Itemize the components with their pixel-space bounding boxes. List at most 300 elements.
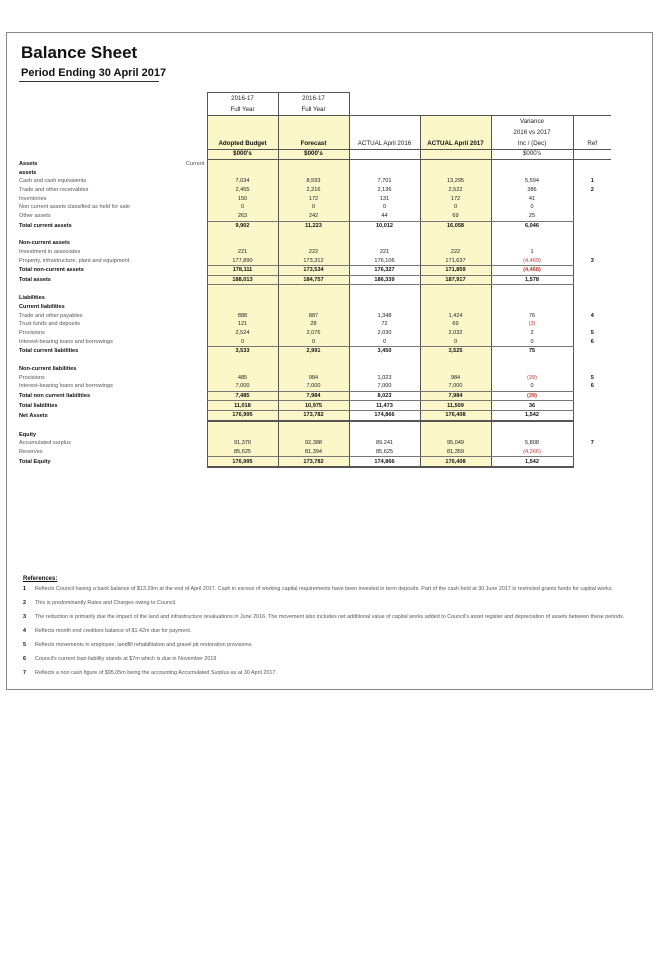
cell-budget (207, 285, 278, 294)
table-row (17, 311, 611, 320)
cell-actual-2016 (349, 239, 420, 248)
cell-forecast (278, 365, 349, 374)
cell-ref (573, 239, 611, 248)
table-row (17, 382, 611, 391)
cell-forecast (278, 356, 349, 365)
cell-variance: 5,594 (491, 177, 573, 186)
header-row-names (17, 138, 611, 150)
reference-text: Reflects month end creditors balance of $1.42m due for payment. (35, 628, 192, 634)
unit-forecast: $000's (278, 150, 349, 160)
cell-actual-2016: 186,339 (349, 275, 420, 285)
table-row (17, 177, 611, 186)
cell-forecast: 2,216 (278, 186, 349, 195)
cell-actual-2017: 3,525 (420, 347, 491, 356)
col-actual-2016: ACTUAL April 2016 (349, 138, 420, 150)
cell-variance: 1,542 (491, 410, 573, 420)
cell-variance: 5,808 (491, 439, 573, 448)
cell-budget: 121 (207, 320, 278, 329)
table-row (17, 212, 611, 221)
table-row (17, 275, 611, 285)
header-row-units (17, 150, 611, 160)
reference-text: The reduction is primarily due the impact of the land and infrastructure revaluations in June 2016. The movement also includes net additional value of capital works added to Council's asset register and depreciation of assets between these periods. (35, 614, 625, 620)
table-row (17, 337, 611, 346)
cell-variance: 0 (491, 382, 573, 391)
cell-ref (573, 320, 611, 329)
cell-actual-2017 (420, 356, 491, 365)
unit-budget: $000's (207, 150, 278, 160)
cell-forecast: 81,394 (278, 448, 349, 457)
reference-text: Reflects Council having a bank balance of $13.29m at the end of April 2017. Cash in excess of working capital requirements have been invested in term deposits. Part of the cash held at 30 June 2017 is restricted grants funds for capital works. (35, 586, 614, 592)
cell-forecast: 184,757 (278, 275, 349, 285)
cell-variance: (4,468) (491, 265, 573, 275)
cell-ref (573, 401, 611, 411)
row-label: Trade and other payables (19, 312, 83, 319)
cell-ref (573, 194, 611, 203)
table-row (17, 168, 611, 177)
cell-variance: 1,578 (491, 275, 573, 285)
table-row (17, 320, 611, 329)
cell-variance (491, 430, 573, 439)
row-label: Interest-bearing loans and borrowings (19, 339, 113, 346)
table-row (17, 248, 611, 257)
cell-forecast: 887 (278, 311, 349, 320)
table-row (17, 256, 611, 265)
cell-actual-2016: 1,348 (349, 311, 420, 320)
cell-ref (573, 221, 611, 230)
cell-ref (573, 294, 611, 303)
header-row-variance-2 (17, 127, 611, 138)
row-label: Non-current assets (19, 240, 70, 247)
cell-actual-2016 (349, 430, 420, 439)
table-row (17, 401, 611, 411)
row-label: Non current assets classified as held for sale (19, 204, 130, 211)
cell-forecast: 28 (278, 320, 349, 329)
header-row-years (17, 93, 611, 105)
row-label (17, 285, 207, 294)
cell-ref: 3 (590, 257, 594, 264)
cell-budget (207, 430, 278, 439)
cell-budget: 91,370 (207, 439, 278, 448)
cell-forecast: 11,223 (278, 221, 349, 230)
row-label: Assets Current (19, 160, 205, 167)
cell-forecast: 7,000 (278, 382, 349, 391)
cell-actual-2016: 44 (349, 212, 420, 221)
table-row (17, 365, 611, 374)
table-row (17, 421, 611, 431)
cell-actual-2017: 11,509 (420, 401, 491, 411)
row-label: Trade and other receivables (19, 187, 89, 194)
cell-actual-2016 (349, 159, 420, 168)
row-label: Other assets (19, 213, 51, 220)
cell-forecast (278, 303, 349, 312)
cell-forecast (278, 168, 349, 177)
title-underline (19, 81, 159, 82)
cell-actual-2016: 176,327 (349, 265, 420, 275)
cell-ref (573, 391, 611, 401)
cell-ref (573, 448, 611, 457)
budget-fullyear: Full Year (207, 104, 278, 116)
table-row (17, 221, 611, 230)
cell-forecast: 173,782 (278, 457, 349, 467)
cell-budget (207, 303, 278, 312)
cell-actual-2016 (349, 303, 420, 312)
cell-budget: 2,455 (207, 186, 278, 195)
cell-forecast: 8,593 (278, 177, 349, 186)
row-label: Provisions (19, 374, 45, 381)
cell-variance: (39) (491, 391, 573, 401)
cell-variance (491, 159, 573, 168)
cell-actual-2017 (420, 294, 491, 303)
cell-variance: 1,542 (491, 457, 573, 467)
reference-item (23, 613, 643, 622)
reference-item (23, 585, 643, 594)
table-row (17, 356, 611, 365)
cell-actual-2016: 7,000 (349, 382, 420, 391)
reference-text: Reflects movements in employee, landfill rehabilitation and gravel pit restoration provisions. (35, 642, 253, 648)
row-label: Total liabilities (19, 402, 58, 409)
references-list (23, 585, 643, 678)
cell-actual-2016: 85,625 (349, 448, 420, 457)
cell-forecast: 2,991 (278, 347, 349, 356)
row-label: Total Equity (19, 458, 51, 465)
cell-actual-2016 (349, 285, 420, 294)
cell-actual-2017: 222 (420, 248, 491, 257)
balance-sheet-table (17, 92, 611, 468)
table-row (17, 285, 611, 294)
cell-actual-2017: 171,637 (420, 256, 491, 265)
cell-budget: 2,524 (207, 329, 278, 338)
cell-forecast (278, 421, 349, 431)
col-adopted-budget: Adopted Budget (207, 138, 278, 150)
cell-actual-2017: 7,000 (420, 382, 491, 391)
table-row (17, 294, 611, 303)
cell-actual-2017: 2,522 (420, 186, 491, 195)
cell-actual-2016: 174,866 (349, 457, 420, 467)
reference-item (23, 641, 643, 650)
references-section (23, 576, 643, 683)
reference-number: 2 (23, 600, 26, 606)
row-label: Liabilities (19, 295, 45, 302)
cell-budget: 177,890 (207, 256, 278, 265)
cell-ref (573, 457, 611, 467)
cell-budget: 176,995 (207, 457, 278, 467)
cell-actual-2016: 8,023 (349, 391, 420, 401)
cell-actual-2017 (420, 421, 491, 431)
forecast-year: 2016-17 (278, 93, 349, 105)
reference-text: This is predominantly Rates and Charges owing to Council. (35, 600, 177, 606)
cell-ref (573, 356, 611, 365)
cell-actual-2017: 171,859 (420, 265, 491, 275)
cell-forecast: 173,534 (278, 265, 349, 275)
cell-ref (573, 303, 611, 312)
cell-ref: 2 (590, 187, 594, 194)
cell-ref (573, 248, 611, 257)
cell-variance: (4,469) (491, 256, 573, 265)
row-label (17, 421, 207, 431)
cell-forecast: 2,076 (278, 329, 349, 338)
cell-budget: 3,533 (207, 347, 278, 356)
reference-text: Reflects a non cash figure of $95.05m being the accounting Accumulated Surplus as at 30 April 2017. (35, 670, 277, 676)
cell-ref: 7 (590, 440, 594, 447)
table-row (17, 347, 611, 356)
cell-actual-2017 (420, 365, 491, 374)
cell-ref (573, 421, 611, 431)
table-row (17, 448, 611, 457)
cell-actual-2016: 0 (349, 337, 420, 346)
cell-forecast (278, 430, 349, 439)
cell-actual-2017: 13,295 (420, 177, 491, 186)
cell-budget (207, 365, 278, 374)
cell-forecast: 222 (278, 248, 349, 257)
cell-actual-2017: 172 (420, 194, 491, 203)
table-row (17, 194, 611, 203)
cell-budget: 9,902 (207, 221, 278, 230)
cell-forecast: 0 (278, 203, 349, 212)
table-row (17, 457, 611, 467)
cell-actual-2017: 16,058 (420, 221, 491, 230)
cell-actual-2016: 3,450 (349, 347, 420, 356)
row-label: Interest-bearing loans and borrowings (19, 383, 113, 390)
cell-ref (573, 430, 611, 439)
cell-budget (207, 356, 278, 365)
row-label: Property, infrastructure, plant and equipment (19, 257, 130, 264)
cell-actual-2016 (349, 356, 420, 365)
cell-ref: 6 (590, 339, 594, 346)
table-row (17, 203, 611, 212)
row-label: Trust funds and deposits (19, 321, 81, 328)
reference-item (23, 627, 643, 636)
cell-forecast (278, 285, 349, 294)
cell-ref: 5 (590, 374, 594, 381)
cell-variance: (4,266) (491, 448, 573, 457)
balance-sheet-body (17, 159, 611, 467)
cell-actual-2017 (420, 168, 491, 177)
cell-actual-2016: 0 (349, 203, 420, 212)
cell-actual-2017: 176,408 (420, 410, 491, 420)
cell-budget (207, 421, 278, 431)
table-row (17, 159, 611, 168)
cell-variance: 6,046 (491, 221, 573, 230)
cell-actual-2017: 2,032 (420, 329, 491, 338)
cell-actual-2016: 11,473 (349, 401, 420, 411)
cell-actual-2016 (349, 230, 420, 239)
reference-number: 5 (23, 642, 26, 648)
row-label: Investment in associates (19, 248, 81, 255)
cell-forecast (278, 294, 349, 303)
budget-year: 2016-17 (207, 93, 278, 105)
cell-budget: 221 (207, 248, 278, 257)
cell-forecast (278, 239, 349, 248)
table-row (17, 239, 611, 248)
row-label: Net Assets (19, 412, 48, 419)
cell-budget: 176,995 (207, 410, 278, 420)
row-label (17, 356, 207, 365)
cell-actual-2016 (349, 294, 420, 303)
cell-actual-2017: 81,359 (420, 448, 491, 457)
cell-variance (491, 239, 573, 248)
cell-actual-2017 (420, 230, 491, 239)
cell-variance: 76 (491, 311, 573, 320)
cell-ref (573, 285, 611, 294)
cell-budget: 178,111 (207, 265, 278, 275)
cell-budget: 188,013 (207, 275, 278, 285)
row-label: Total non current liabilities (19, 392, 91, 399)
references-heading: References: (23, 576, 58, 582)
col-actual-2017: ACTUAL April 2017 (420, 138, 491, 150)
cell-budget: 7,485 (207, 391, 278, 401)
cell-actual-2016: 2,136 (349, 186, 420, 195)
cell-actual-2017: 0 (420, 337, 491, 346)
cell-actual-2016 (349, 365, 420, 374)
cell-forecast: 92,388 (278, 439, 349, 448)
cell-variance: 36 (491, 401, 573, 411)
cell-budget: 85,625 (207, 448, 278, 457)
cell-budget (207, 159, 278, 168)
table-row (17, 303, 611, 312)
row-label: Total current liabilities (19, 348, 79, 355)
col-ref: Ref (587, 139, 598, 147)
cell-budget (207, 168, 278, 177)
cell-ref (573, 212, 611, 221)
cell-actual-2017 (420, 303, 491, 312)
cell-actual-2016: 1,023 (349, 373, 420, 382)
cell-ref (573, 203, 611, 212)
reference-item (23, 599, 643, 608)
cell-actual-2017: 176,408 (420, 457, 491, 467)
reference-number: 4 (23, 628, 26, 634)
cell-ref (573, 265, 611, 275)
cell-actual-2016: 7,701 (349, 177, 420, 186)
table-row (17, 391, 611, 401)
row-label: assets (19, 169, 37, 176)
cell-variance: 41 (491, 194, 573, 203)
table-row (17, 186, 611, 195)
cell-actual-2017 (420, 430, 491, 439)
cell-variance (491, 365, 573, 374)
cell-budget: 0 (207, 203, 278, 212)
forecast-fullyear: Full Year (278, 104, 349, 116)
reference-number: 7 (23, 670, 26, 676)
row-label: Total non-current assets (19, 267, 84, 274)
cell-budget: 888 (207, 311, 278, 320)
table-row (17, 230, 611, 239)
cell-actual-2017 (420, 159, 491, 168)
cell-ref: 6 (590, 383, 594, 390)
cell-actual-2017: 0 (420, 203, 491, 212)
row-label: Total assets (19, 276, 51, 283)
cell-actual-2017: 69 (420, 212, 491, 221)
cell-budget: 7,034 (207, 177, 278, 186)
cell-variance (491, 230, 573, 239)
cell-variance (491, 294, 573, 303)
reference-number: 3 (23, 614, 26, 620)
cell-variance (491, 356, 573, 365)
cell-variance (491, 421, 573, 431)
reference-text: Council's current loan liability stands at $7m which is due in November 2019 (35, 656, 217, 662)
row-label: Non-current liabilities (19, 365, 77, 372)
row-label: Equity (19, 431, 37, 438)
cell-actual-2016 (349, 168, 420, 177)
cell-forecast: 242 (278, 212, 349, 221)
variance-label: Variance (491, 116, 573, 128)
cell-actual-2016: 72 (349, 320, 420, 329)
cell-ref (573, 159, 611, 168)
table-row (17, 329, 611, 338)
cell-actual-2017: 7,984 (420, 391, 491, 401)
variance-period: 2016 vs 2017 (491, 127, 573, 138)
cell-budget (207, 230, 278, 239)
reference-number: 1 (23, 586, 26, 592)
cell-actual-2016 (349, 421, 420, 431)
cell-variance: 25 (491, 212, 573, 221)
row-label (17, 230, 207, 239)
cell-actual-2017: 984 (420, 373, 491, 382)
cell-variance (491, 303, 573, 312)
cell-ref: 1 (590, 178, 594, 185)
header-row-fullyear (17, 104, 611, 116)
cell-ref (573, 230, 611, 239)
cell-budget (207, 239, 278, 248)
row-label: Accumulated surplus (19, 440, 71, 447)
cell-ref: 5 (590, 330, 594, 337)
cell-forecast: 173,312 (278, 256, 349, 265)
cell-forecast: 0 (278, 337, 349, 346)
row-label: Inventories (19, 195, 47, 202)
cell-forecast: 7,984 (278, 391, 349, 401)
current-label: Current (185, 160, 205, 167)
cell-budget: 485 (207, 373, 278, 382)
table-row (17, 265, 611, 275)
cell-variance: (39) (491, 373, 573, 382)
cell-variance: 0 (491, 337, 573, 346)
reference-item (23, 669, 643, 678)
cell-actual-2017: 187,917 (420, 275, 491, 285)
cell-actual-2016: 10,012 (349, 221, 420, 230)
cell-forecast: 173,782 (278, 410, 349, 420)
cell-actual-2016: 176,106 (349, 256, 420, 265)
row-label: Current liabilities (19, 304, 65, 311)
cell-variance: (3) (491, 320, 573, 329)
cell-budget: 7,000 (207, 382, 278, 391)
cell-variance: 1 (491, 248, 573, 257)
cell-actual-2016: 131 (349, 194, 420, 203)
row-label: Provisions (19, 330, 45, 337)
unit-variance: $000's (491, 150, 573, 160)
cell-forecast: 172 (278, 194, 349, 203)
row-label: Reserves (19, 449, 43, 456)
cell-actual-2016: 89,241 (349, 439, 420, 448)
cell-variance (491, 285, 573, 294)
col-variance-incdec: Inc / (Dec) (491, 138, 573, 150)
cell-actual-2017: 1,424 (420, 311, 491, 320)
cell-actual-2017 (420, 285, 491, 294)
cell-budget: 263 (207, 212, 278, 221)
cell-ref (573, 410, 611, 420)
cell-forecast: 10,975 (278, 401, 349, 411)
table-row (17, 410, 611, 420)
cell-variance: 2 (491, 329, 573, 338)
cell-budget: 11,018 (207, 401, 278, 411)
cell-actual-2017: 95,049 (420, 439, 491, 448)
cell-forecast (278, 230, 349, 239)
cell-forecast: 984 (278, 373, 349, 382)
cell-budget: 0 (207, 337, 278, 346)
page-subtitle: Period Ending 30 April 2017 (21, 67, 167, 79)
cell-actual-2016: 2,030 (349, 329, 420, 338)
reference-item (23, 655, 643, 664)
table-row (17, 430, 611, 439)
page-title: Balance Sheet (21, 43, 138, 62)
